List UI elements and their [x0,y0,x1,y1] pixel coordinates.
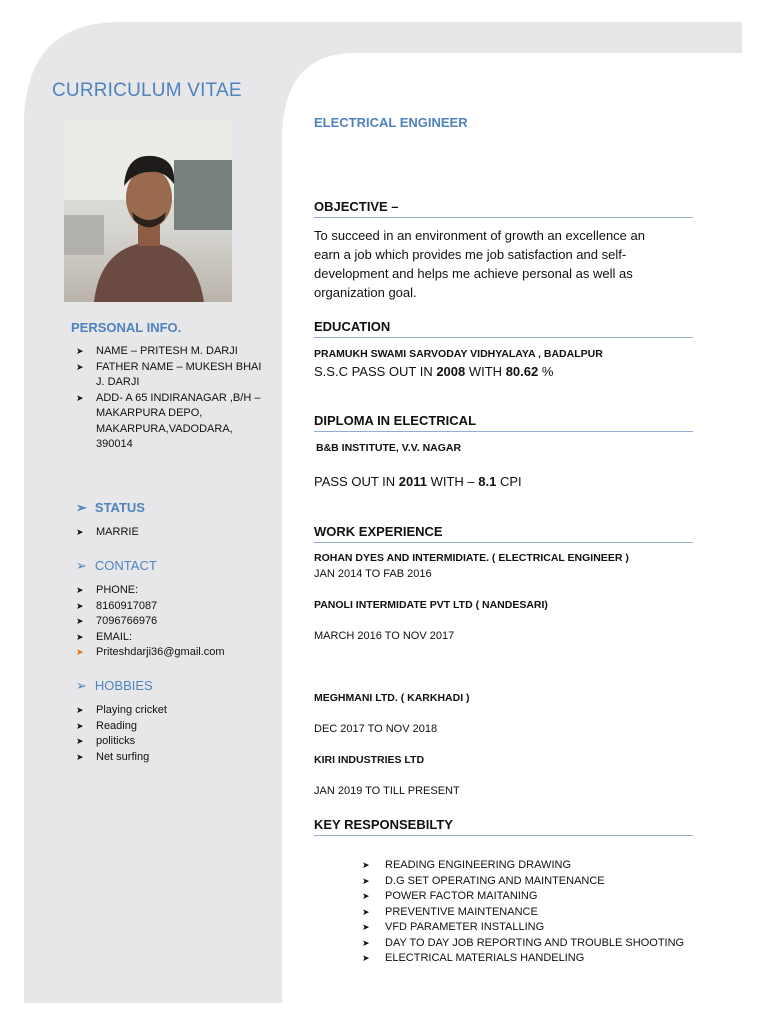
arrow-bullet-icon: ➤ [362,953,370,963]
school-name: PRAMUKH SWAMI SARVODAY VIDHYALAYA , BADALPUR [314,348,603,360]
institute-name: B&B INSTITUTE, V.V. NAGAR [316,442,462,454]
list-item: ➤ ELECTRICAL MATERIALS HANDELING [362,951,684,967]
responsibilities-heading: KEY RESPONSEBILTY [314,817,693,836]
job-company: ROHAN DYES AND INTERMIDIATE. ( ELECTRICAL ENGINEER ) [314,552,629,564]
job-company: MEGHMANI LTD. ( KARKHADI ) [314,692,470,704]
status-list [72,525,139,541]
objective-heading: OBJECTIVE – [314,199,693,218]
list-item: ➤ D.G SET OPERATING AND MAINTENANCE [362,874,684,890]
personal-info-heading: PERSONAL INFO. [71,320,182,335]
personal-info-list [72,344,262,453]
profile-photo [64,120,232,302]
arrow-bullet-icon: ➤ [362,860,370,870]
work-experience-heading: WORK EXPERIENCE [314,524,693,543]
arrow-bullet-icon: ➤ [76,751,84,762]
contact-list [72,583,225,661]
arrow-icon: ➢ [76,678,87,693]
ssc-result: S.S.C PASS OUT IN 2008 WITH 80.62 % [314,364,554,379]
arrow-bullet-icon: ➤ [362,937,370,948]
page-title: CURRICULUM VITAE [52,80,242,101]
arrow-bullet-icon: ➤ [76,600,84,611]
arrow-bullet-icon: ➤ [76,631,84,642]
status-heading: ➢ STATUS [76,500,145,515]
arrow-icon: ➢ [76,558,87,573]
arrow-bullet-icon: ➤ [362,875,370,886]
arrow-bullet-icon: ➤ [362,891,370,901]
job-period: MARCH 2016 TO NOV 2017 [314,630,455,642]
list-item: ➤ EMAIL: [72,630,225,646]
education-heading: EDUCATION [314,319,693,338]
contact-heading: ➢ CONTACT [76,558,157,573]
list-item: ➤ DAY TO DAY JOB REPORTING AND TROUBLE SHOOTING [362,936,684,952]
arrow-bullet-icon: ➤ [76,647,84,657]
job-period: JAN 2014 TO FAB 2016 [314,568,432,580]
arrow-bullet-icon: ➤ [76,585,84,595]
list-item: ➤ FATHER NAME – MUKESH BHAI J. DARJI [76,360,262,388]
arrow-bullet-icon: ➤ [76,705,84,715]
arrow-bullet-icon: ➤ [76,720,84,731]
list-item: ➤ politicks [72,734,167,750]
objective-text: To succeed in an environment of growth an excellence an earn a job which provides me job satisfaction and self-development and helps me achieve personal as well as organization goal. [314,228,645,300]
arrow-icon: ➢ [76,500,87,515]
list-item: ➤ 7096766976 [72,614,225,630]
list-item: ➤ MARRIE [72,525,139,541]
arrow-bullet-icon: ➤ [76,392,84,403]
arrow-bullet-icon: ➤ [76,527,84,537]
job-period: DEC 2017 TO NOV 2018 [314,723,438,735]
job-period: JAN 2019 TO TILL PRESENT [314,785,460,797]
list-item: ➤ POWER FACTOR MAITANING [362,889,684,905]
arrow-bullet-icon: ➤ [76,346,84,356]
list-item: ➤ Reading [72,719,167,735]
list-item: ➤ NAME – PRITESH M. DARJI [72,344,262,360]
list-item: ➤ PHONE: [72,583,225,599]
hobbies-heading: ➢ HOBBIES [76,678,153,693]
list-item: ➤ VFD PARAMETER INSTALLING [362,920,684,936]
list-item: ➤ Playing cricket [72,703,167,719]
diploma-result: PASS OUT IN 2011 WITH – 8.1 CPI [314,474,522,489]
list-item: ➤ 8160917087 [72,599,225,615]
list-item [72,645,225,661]
list-item: ➤ READING ENGINEERING DRAWING [362,858,684,874]
arrow-bullet-icon: ➤ [76,616,84,626]
job-role: ELECTRICAL ENGINEER [314,115,468,130]
responsibilities-list [362,858,684,967]
arrow-bullet-icon: ➤ [362,906,370,917]
arrow-bullet-icon: ➤ [362,922,370,932]
hobbies-list [72,703,167,765]
job-company: PANOLI INTERMIDATE PVT LTD ( NANDESARI) [314,599,548,611]
arrow-bullet-icon: ➤ [76,736,84,746]
list-item: ➤ Net surfing [72,750,167,766]
person-avatar-icon [64,120,232,302]
list-item: ➤ PREVENTIVE MAINTENANCE [362,905,684,921]
arrow-bullet-icon: ➤ [76,361,84,372]
email-text: Priteshdarji36@gmail.com [96,646,225,658]
job-company: KIRI INDUSTRIES LTD [314,754,425,766]
list-item: ➤ ADD- A 65 INDIRANAGAR ,B/H – MAKARPURA DEPO, MAKARPURA,VADODARA, 390014 [76,391,261,450]
diploma-heading: DIPLOMA IN ELECTRICAL [314,413,693,432]
